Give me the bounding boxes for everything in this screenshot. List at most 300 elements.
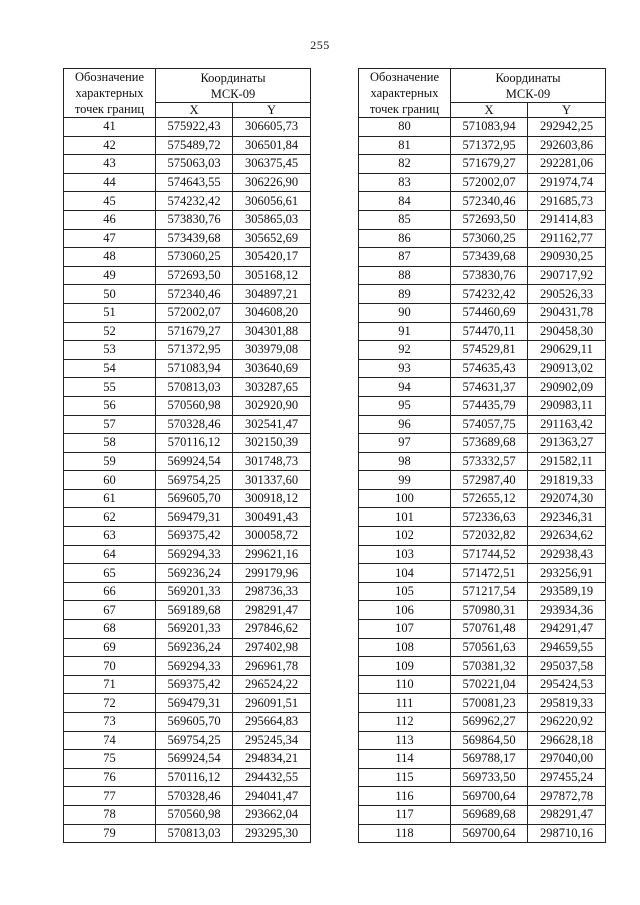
x-coordinate-cell: 571372,95 [156, 341, 233, 360]
y-coordinate-cell: 305168,12 [233, 266, 311, 285]
y-coordinate-cell: 292346,31 [528, 508, 606, 527]
point-label-line3: точек границ [369, 102, 440, 116]
x-coordinate-cell: 570813,03 [156, 378, 233, 397]
point-number-cell: 106 [359, 601, 451, 620]
x-coordinate-cell: 574232,42 [156, 192, 233, 211]
y-coordinate-cell: 305420,17 [233, 248, 311, 267]
x-coordinate-cell: 569375,42 [156, 675, 233, 694]
x-coordinate-cell: 569754,25 [156, 471, 233, 490]
y-coordinate-cell: 293662,04 [233, 805, 311, 824]
coordinates-header [451, 69, 606, 103]
point-number-cell: 44 [64, 173, 156, 192]
x-coordinate-cell: 570561,63 [451, 638, 528, 657]
y-coordinate-cell: 297872,78 [528, 787, 606, 806]
y-coordinate-cell: 298291,47 [233, 601, 311, 620]
y-coordinate-cell: 294432,55 [233, 768, 311, 787]
x-coordinate-cell: 572336,63 [451, 508, 528, 527]
y-column-header: Y [528, 103, 606, 118]
y-coordinate-cell: 295664,83 [233, 713, 311, 732]
point-number-cell: 103 [359, 545, 451, 564]
y-column-header: Y [233, 103, 311, 118]
point-number-cell: 101 [359, 508, 451, 527]
table-row [359, 266, 606, 285]
y-coordinate-cell: 303640,69 [233, 359, 311, 378]
y-coordinate-cell: 291363,27 [528, 434, 606, 453]
x-coordinate-cell: 570328,46 [156, 415, 233, 434]
y-coordinate-cell: 290431,78 [528, 303, 606, 322]
table-row [359, 322, 606, 341]
x-coordinate-cell: 571083,94 [156, 359, 233, 378]
table-row [359, 155, 606, 174]
point-number-cell: 68 [64, 620, 156, 639]
y-coordinate-cell: 304301,88 [233, 322, 311, 341]
coordinate-system: МСК-09 [505, 86, 551, 101]
point-number-cell: 50 [64, 285, 156, 304]
table-row [359, 564, 606, 583]
point-number-cell: 78 [64, 805, 156, 824]
point-number-cell: 84 [359, 192, 451, 211]
table-row [359, 210, 606, 229]
point-number-cell: 82 [359, 155, 451, 174]
point-number-cell: 80 [359, 118, 451, 137]
y-coordinate-cell: 305865,03 [233, 210, 311, 229]
y-coordinate-cell: 291414,83 [528, 210, 606, 229]
y-coordinate-cell: 297040,00 [528, 750, 606, 769]
y-coordinate-cell: 292074,30 [528, 489, 606, 508]
x-coordinate-cell: 572340,46 [451, 192, 528, 211]
point-number-cell: 116 [359, 787, 451, 806]
point-number-cell: 45 [64, 192, 156, 211]
x-coordinate-cell: 570813,03 [156, 824, 233, 843]
table-row [359, 396, 606, 415]
table-row [64, 434, 311, 453]
point-number-cell: 77 [64, 787, 156, 806]
x-coordinate-cell: 572002,07 [451, 173, 528, 192]
y-coordinate-cell: 304897,21 [233, 285, 311, 304]
point-number-cell: 58 [64, 434, 156, 453]
table-row [359, 582, 606, 601]
table-row [359, 750, 606, 769]
table-row [359, 657, 606, 676]
table-row [359, 341, 606, 360]
y-coordinate-cell: 304608,20 [233, 303, 311, 322]
point-label-line1: Обозначение [369, 70, 440, 84]
table-row [64, 452, 311, 471]
point-number-cell: 62 [64, 508, 156, 527]
coordinates-table-body [359, 118, 606, 843]
y-coordinate-cell: 291162,77 [528, 229, 606, 248]
x-coordinate-cell: 574435,79 [451, 396, 528, 415]
table-row [64, 341, 311, 360]
point-number-cell: 74 [64, 731, 156, 750]
point-number-cell: 92 [359, 341, 451, 360]
point-number-cell: 97 [359, 434, 451, 453]
table-row [64, 750, 311, 769]
x-coordinate-cell: 570761,48 [451, 620, 528, 639]
y-coordinate-cell: 294291,47 [528, 620, 606, 639]
x-coordinate-cell: 574635,43 [451, 359, 528, 378]
y-coordinate-cell: 291582,11 [528, 452, 606, 471]
y-coordinate-cell: 294659,55 [528, 638, 606, 657]
table-row [64, 266, 311, 285]
x-coordinate-cell: 573689,68 [451, 434, 528, 453]
point-number-cell: 113 [359, 731, 451, 750]
point-number-cell: 55 [64, 378, 156, 397]
y-coordinate-cell: 303979,08 [233, 341, 311, 360]
point-label-line3: точек границ [74, 102, 145, 116]
x-coordinate-cell: 574470,11 [451, 322, 528, 341]
table-row [64, 713, 311, 732]
point-number-cell: 64 [64, 545, 156, 564]
table-row [359, 378, 606, 397]
y-coordinate-cell: 295245,34 [233, 731, 311, 750]
table-row [64, 378, 311, 397]
y-coordinate-cell: 290902,09 [528, 378, 606, 397]
table-row [64, 173, 311, 192]
y-coordinate-cell: 296524,22 [233, 675, 311, 694]
y-coordinate-cell: 290717,92 [528, 266, 606, 285]
x-coordinate-cell: 569605,70 [156, 713, 233, 732]
page-number: 255 [310, 38, 330, 52]
x-coordinate-cell: 569788,17 [451, 750, 528, 769]
x-coordinate-cell: 570980,31 [451, 601, 528, 620]
table-row [64, 359, 311, 378]
x-coordinate-cell: 572655,12 [451, 489, 528, 508]
table-row [359, 545, 606, 564]
x-coordinate-cell: 570116,12 [156, 768, 233, 787]
point-number-cell: 115 [359, 768, 451, 787]
table-row [64, 192, 311, 211]
table-row [64, 396, 311, 415]
x-coordinate-cell: 569700,64 [451, 824, 528, 843]
table-row [359, 415, 606, 434]
table-row [359, 620, 606, 639]
y-coordinate-cell: 291974,74 [528, 173, 606, 192]
table-row [64, 657, 311, 676]
point-number-cell: 114 [359, 750, 451, 769]
y-coordinate-cell: 291163,42 [528, 415, 606, 434]
y-coordinate-cell: 300918,12 [233, 489, 311, 508]
y-coordinate-cell: 290629,11 [528, 341, 606, 360]
coordinates-table-left [63, 68, 311, 843]
x-coordinate-cell: 575063,03 [156, 155, 233, 174]
y-coordinate-cell: 302920,90 [233, 396, 311, 415]
y-coordinate-cell: 306226,90 [233, 173, 311, 192]
table-row [64, 489, 311, 508]
table-row [359, 118, 606, 137]
point-number-cell: 86 [359, 229, 451, 248]
y-coordinate-cell: 296961,78 [233, 657, 311, 676]
point-number-cell: 51 [64, 303, 156, 322]
x-coordinate-cell: 569962,27 [451, 713, 528, 732]
table-row [359, 731, 606, 750]
x-coordinate-cell: 570560,98 [156, 805, 233, 824]
x-coordinate-cell: 574460,69 [451, 303, 528, 322]
point-number-cell: 70 [64, 657, 156, 676]
y-coordinate-cell: 296220,92 [528, 713, 606, 732]
y-coordinate-cell: 302150,39 [233, 434, 311, 453]
y-coordinate-cell: 290913,02 [528, 359, 606, 378]
table-row [64, 210, 311, 229]
y-coordinate-cell: 300491,43 [233, 508, 311, 527]
x-coordinate-cell: 574232,42 [451, 285, 528, 304]
x-coordinate-cell: 569924,54 [156, 452, 233, 471]
table-row [359, 805, 606, 824]
y-coordinate-cell: 305652,69 [233, 229, 311, 248]
point-number-cell: 79 [64, 824, 156, 843]
table-row [64, 155, 311, 174]
point-number-cell: 111 [359, 694, 451, 713]
table-row [64, 136, 311, 155]
x-coordinate-cell: 569294,33 [156, 545, 233, 564]
y-coordinate-cell: 292603,86 [528, 136, 606, 155]
table-row [64, 787, 311, 806]
table-row [64, 285, 311, 304]
y-coordinate-cell: 291685,73 [528, 192, 606, 211]
table-row [359, 489, 606, 508]
point-number-cell: 108 [359, 638, 451, 657]
table-row [64, 601, 311, 620]
point-number-cell: 60 [64, 471, 156, 490]
x-coordinate-cell: 572002,07 [156, 303, 233, 322]
point-label-header [64, 69, 156, 118]
table-row [64, 731, 311, 750]
y-coordinate-cell: 293934,36 [528, 601, 606, 620]
coordinate-system: МСК-09 [210, 86, 256, 101]
point-number-cell: 94 [359, 378, 451, 397]
point-number-cell: 72 [64, 694, 156, 713]
x-coordinate-cell: 571083,94 [451, 118, 528, 137]
y-coordinate-cell: 301748,73 [233, 452, 311, 471]
x-coordinate-cell: 570221,04 [451, 675, 528, 694]
point-number-cell: 48 [64, 248, 156, 267]
point-number-cell: 112 [359, 713, 451, 732]
y-coordinate-cell: 294041,47 [233, 787, 311, 806]
point-number-cell: 85 [359, 210, 451, 229]
table-row [359, 675, 606, 694]
y-coordinate-cell: 291819,33 [528, 471, 606, 490]
point-number-cell: 93 [359, 359, 451, 378]
x-coordinate-cell: 569201,33 [156, 582, 233, 601]
point-number-cell: 89 [359, 285, 451, 304]
y-coordinate-cell: 290526,33 [528, 285, 606, 304]
point-number-cell: 63 [64, 527, 156, 546]
y-coordinate-cell: 292281,06 [528, 155, 606, 174]
x-coordinate-cell: 572032,82 [451, 527, 528, 546]
y-coordinate-cell: 299621,16 [233, 545, 311, 564]
table-row [64, 620, 311, 639]
table-row [64, 545, 311, 564]
y-coordinate-cell: 297455,24 [528, 768, 606, 787]
x-coordinate-cell: 569294,33 [156, 657, 233, 676]
table-row [359, 285, 606, 304]
y-coordinate-cell: 290983,11 [528, 396, 606, 415]
x-coordinate-cell: 573332,57 [451, 452, 528, 471]
point-number-cell: 76 [64, 768, 156, 787]
point-number-cell: 88 [359, 266, 451, 285]
y-coordinate-cell: 290930,25 [528, 248, 606, 267]
point-number-cell: 47 [64, 229, 156, 248]
table-row [64, 471, 311, 490]
y-coordinate-cell: 301337,60 [233, 471, 311, 490]
point-number-cell: 65 [64, 564, 156, 583]
y-coordinate-cell: 296628,18 [528, 731, 606, 750]
y-coordinate-cell: 292942,25 [528, 118, 606, 137]
x-coordinate-cell: 569700,64 [451, 787, 528, 806]
x-coordinate-cell: 573830,76 [156, 210, 233, 229]
x-coordinate-cell: 572987,40 [451, 471, 528, 490]
table-row [64, 248, 311, 267]
y-coordinate-cell: 293256,91 [528, 564, 606, 583]
x-coordinate-cell: 570381,32 [451, 657, 528, 676]
point-number-cell: 49 [64, 266, 156, 285]
table-row [64, 322, 311, 341]
table-row [359, 452, 606, 471]
coordinates-title: Координаты [495, 70, 561, 85]
point-number-cell: 61 [64, 489, 156, 508]
y-coordinate-cell: 299179,96 [233, 564, 311, 583]
x-coordinate-cell: 571372,95 [451, 136, 528, 155]
table-row [64, 118, 311, 137]
point-number-cell: 87 [359, 248, 451, 267]
x-coordinate-cell: 570328,46 [156, 787, 233, 806]
point-number-cell: 81 [359, 136, 451, 155]
x-column-header: X [156, 103, 233, 118]
table-row [64, 564, 311, 583]
table-row [359, 527, 606, 546]
y-coordinate-cell: 297402,98 [233, 638, 311, 657]
point-number-cell: 42 [64, 136, 156, 155]
y-coordinate-cell: 298710,16 [528, 824, 606, 843]
table-row [64, 805, 311, 824]
x-coordinate-cell: 571217,54 [451, 582, 528, 601]
point-number-cell: 107 [359, 620, 451, 639]
x-coordinate-cell: 572340,46 [156, 285, 233, 304]
point-number-cell: 96 [359, 415, 451, 434]
x-coordinate-cell: 571679,27 [451, 155, 528, 174]
table-row [359, 713, 606, 732]
point-number-cell: 66 [64, 582, 156, 601]
point-number-cell: 109 [359, 657, 451, 676]
table-row [64, 508, 311, 527]
x-coordinate-cell: 571679,27 [156, 322, 233, 341]
point-number-cell: 118 [359, 824, 451, 843]
point-number-cell: 67 [64, 601, 156, 620]
point-number-cell: 105 [359, 582, 451, 601]
x-coordinate-cell: 569479,31 [156, 694, 233, 713]
point-number-cell: 90 [359, 303, 451, 322]
x-coordinate-cell: 569924,54 [156, 750, 233, 769]
point-number-cell: 100 [359, 489, 451, 508]
point-number-cell: 91 [359, 322, 451, 341]
table-row [359, 136, 606, 155]
point-number-cell: 117 [359, 805, 451, 824]
x-coordinate-cell: 573830,76 [451, 266, 528, 285]
y-coordinate-cell: 290458,30 [528, 322, 606, 341]
point-number-cell: 95 [359, 396, 451, 415]
x-coordinate-cell: 569689,68 [451, 805, 528, 824]
coordinates-table-right [358, 68, 606, 843]
y-coordinate-cell: 295819,33 [528, 694, 606, 713]
x-coordinate-cell: 569375,42 [156, 527, 233, 546]
table-row [359, 359, 606, 378]
coordinates-header [156, 69, 311, 103]
y-coordinate-cell: 300058,72 [233, 527, 311, 546]
table-row [359, 694, 606, 713]
coordinates-table-body [64, 118, 311, 843]
point-number-cell: 73 [64, 713, 156, 732]
x-coordinate-cell: 573439,68 [156, 229, 233, 248]
table-row [64, 824, 311, 843]
table-row [64, 527, 311, 546]
x-coordinate-cell: 569236,24 [156, 638, 233, 657]
point-number-cell: 43 [64, 155, 156, 174]
point-number-cell: 52 [64, 322, 156, 341]
table-row [359, 638, 606, 657]
x-coordinate-cell: 571472,51 [451, 564, 528, 583]
x-coordinate-cell: 569236,24 [156, 564, 233, 583]
y-coordinate-cell: 306056,61 [233, 192, 311, 211]
x-coordinate-cell: 570116,12 [156, 434, 233, 453]
y-coordinate-cell: 298291,47 [528, 805, 606, 824]
point-number-cell: 102 [359, 527, 451, 546]
table-row [359, 434, 606, 453]
y-coordinate-cell: 292938,43 [528, 545, 606, 564]
x-coordinate-cell: 569201,33 [156, 620, 233, 639]
y-coordinate-cell: 293589,19 [528, 582, 606, 601]
table-row [359, 173, 606, 192]
y-coordinate-cell: 297846,62 [233, 620, 311, 639]
x-coordinate-cell: 573060,25 [451, 229, 528, 248]
x-coordinate-cell: 569605,70 [156, 489, 233, 508]
x-coordinate-cell: 574057,75 [451, 415, 528, 434]
y-coordinate-cell: 306375,45 [233, 155, 311, 174]
table-row [359, 303, 606, 322]
table-row [64, 415, 311, 434]
x-coordinate-cell: 575489,72 [156, 136, 233, 155]
x-coordinate-cell: 572693,50 [451, 210, 528, 229]
point-number-cell: 57 [64, 415, 156, 434]
x-coordinate-cell: 571744,52 [451, 545, 528, 564]
point-number-cell: 99 [359, 471, 451, 490]
point-number-cell: 46 [64, 210, 156, 229]
point-label-line2: характерных [75, 86, 144, 100]
point-number-cell: 53 [64, 341, 156, 360]
x-coordinate-cell: 573439,68 [451, 248, 528, 267]
point-label-line1: Обозначение [74, 70, 145, 84]
y-coordinate-cell: 293295,30 [233, 824, 311, 843]
point-number-cell: 71 [64, 675, 156, 694]
table-row [64, 582, 311, 601]
x-coordinate-cell: 570081,23 [451, 694, 528, 713]
y-coordinate-cell: 295037,58 [528, 657, 606, 676]
table-row [64, 229, 311, 248]
point-label-header [359, 69, 451, 118]
y-coordinate-cell: 295424,53 [528, 675, 606, 694]
table-row [64, 675, 311, 694]
point-number-cell: 98 [359, 452, 451, 471]
y-coordinate-cell: 296091,51 [233, 694, 311, 713]
x-coordinate-cell: 574631,37 [451, 378, 528, 397]
point-number-cell: 59 [64, 452, 156, 471]
x-coordinate-cell: 574529,81 [451, 341, 528, 360]
x-coordinate-cell: 570560,98 [156, 396, 233, 415]
y-coordinate-cell: 294834,21 [233, 750, 311, 769]
point-number-cell: 54 [64, 359, 156, 378]
x-column-header: X [451, 103, 528, 118]
x-coordinate-cell: 569864,50 [451, 731, 528, 750]
point-label-line2: характерных [370, 86, 439, 100]
